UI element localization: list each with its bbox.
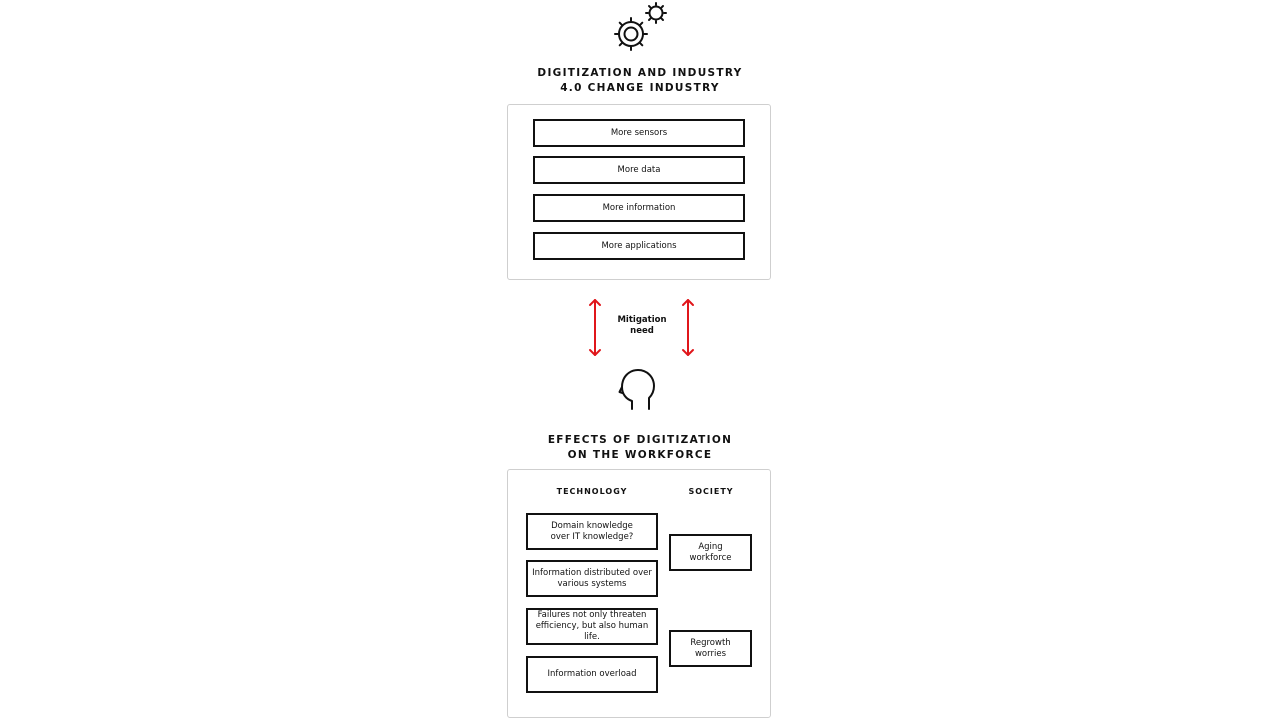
- tech-item-information-distributed: Information distributed over various systems: [526, 560, 658, 597]
- item-more-sensors: More sensors: [533, 119, 745, 147]
- society-item-aging-workforce: Aging workforce: [669, 534, 752, 571]
- society-heading: SOCIETY: [688, 487, 734, 496]
- top-title-line2: 4.0 CHANGE INDUSTRY: [560, 82, 720, 94]
- item-more-applications: More applications: [533, 232, 745, 260]
- tech-item-domain-knowledge: Domain knowledge over IT knowledge?: [526, 513, 658, 550]
- industry-change-panel: [507, 104, 771, 280]
- human-head-icon: [618, 366, 660, 412]
- society-item-regrowth-worries: Regrowth worries: [669, 630, 752, 667]
- bottom-title-line2: ON THE WORKFORCE: [567, 449, 713, 461]
- item-more-data: More data: [533, 156, 745, 184]
- top-title-line1: DIGITIZATION AND INDUSTRY: [537, 67, 743, 79]
- workforce-effects-panel: [507, 469, 771, 718]
- tech-item-failures-threaten: Failures not only threaten efficiency, but also human life.: [526, 608, 658, 645]
- top-section-title: [490, 66, 790, 96]
- tech-item-information-overload: Information overload: [526, 656, 658, 693]
- gears-icon: [608, 0, 672, 56]
- technology-heading: TECHNOLOGY: [556, 487, 628, 496]
- bottom-title-line1: EFFECTS OF DIGITIZATION: [547, 434, 733, 446]
- bottom-section-title: [490, 433, 790, 463]
- double-arrow-left-icon: [590, 300, 600, 355]
- double-arrow-right-icon: [683, 300, 693, 355]
- mitigation-need-label: Mitigation need: [617, 315, 667, 336]
- item-more-information: More information: [533, 194, 745, 222]
